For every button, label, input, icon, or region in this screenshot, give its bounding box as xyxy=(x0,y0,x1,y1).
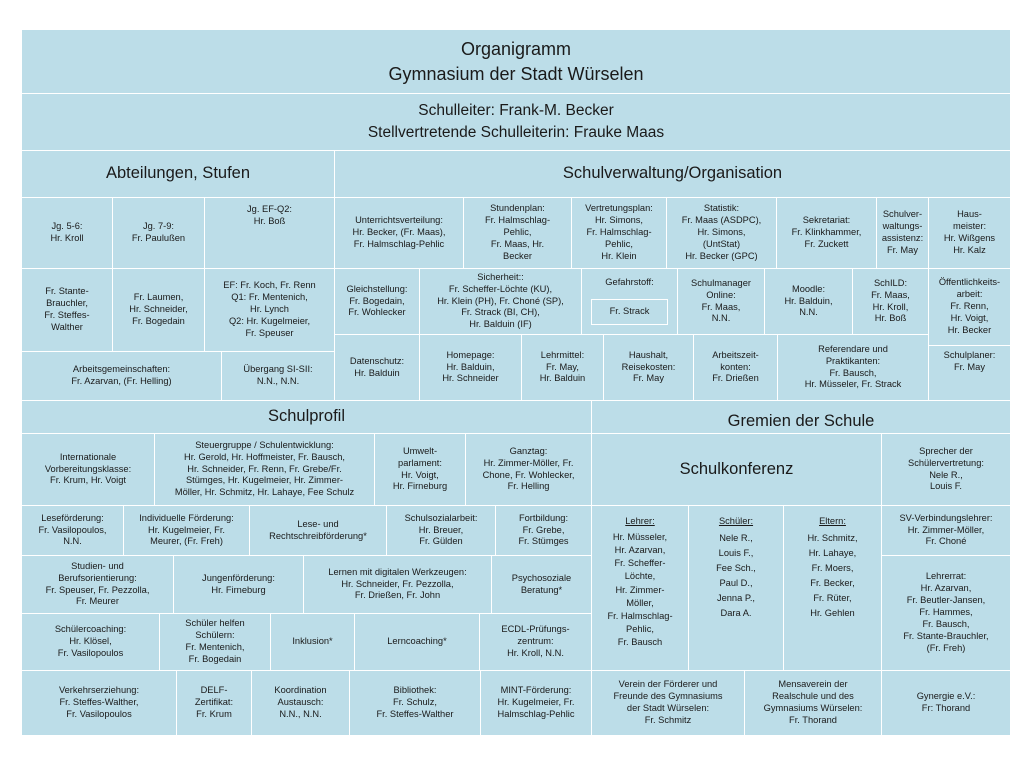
cell-text-line: Fr. Bausch, xyxy=(922,618,970,629)
cell-text-line: Hr. Balduin, xyxy=(784,295,833,306)
cell-text-line: Becker xyxy=(503,250,532,261)
jungenfoerderung xyxy=(174,556,304,614)
cell-text-line: Jenna P., xyxy=(716,593,756,604)
cell-text-line: Umwelt- xyxy=(402,445,438,456)
cell-text-line: parlament: xyxy=(398,457,442,468)
cell-text-line: Fr. Bogedain xyxy=(188,653,242,664)
cell-text-line: Referendare und xyxy=(818,343,888,354)
cell-text-line: Fee Sch., xyxy=(716,562,756,573)
oeffentlichkeitsarbeit xyxy=(929,269,1011,346)
cell-text-line: Hr. Schneider, Fr. Renn, Fr. Grebe/Fr. xyxy=(187,463,342,474)
cell-text-line: Praktikanten: xyxy=(825,355,881,366)
cell-text-line: Hr. Zimmer- xyxy=(615,584,665,595)
cell-text-line: Schülercoaching: xyxy=(54,624,127,635)
cell-text-line: Pehlic, xyxy=(626,624,654,635)
cell-text-line: Berufsorientierung: xyxy=(58,572,137,583)
cell-text-line: Fr. Schmitz xyxy=(644,714,692,725)
cell-text-line: Löchte, xyxy=(624,571,656,582)
cell-text-line: Koordination xyxy=(274,685,327,696)
cell-text-line: Hr. Azarvan, xyxy=(920,583,972,594)
cell-text-line: waltungs- xyxy=(882,221,923,232)
lehrer-list xyxy=(607,531,672,650)
cell-text-line: Fr. May, xyxy=(546,361,579,372)
cell-text-line: Hr. Kroll xyxy=(50,233,84,243)
cell-text-line: Fr. Paulußen xyxy=(131,233,186,243)
cell-text-line: Fr. Strack (BI, CH), xyxy=(461,307,540,318)
cell-text-line: Haus- xyxy=(957,209,982,220)
schulsozialarbeit xyxy=(387,506,496,556)
cell-text-line: Fr. Helling xyxy=(507,481,550,492)
cell-text-line: Hr. Becker, (Fr. Maas), xyxy=(352,227,446,238)
cell-text-line: Hr. Klein (PH), Fr. Choné (SP), xyxy=(437,295,564,306)
cell-text-line: Schulver- xyxy=(882,209,923,220)
cell-text-line: Vertretungsplan: xyxy=(585,203,653,214)
cell-text-line: Zertifikat: xyxy=(194,697,234,708)
cell-text-line: Hr. Lynch xyxy=(250,304,289,315)
lehrer-title: Lehrer: xyxy=(625,516,655,526)
cell-text-line: EF: Fr. Koch, Fr. Renn xyxy=(223,280,316,291)
cell-text-line: Brauchler, xyxy=(46,298,88,309)
cell-text-line: Hr. Boß xyxy=(874,313,907,324)
cell-text-line: Fr. Laumen, xyxy=(133,292,184,303)
cell-text-line: Fr. Azarvan, (Fr. Helling) xyxy=(71,376,172,386)
cell-text-line: Jungenförderung: xyxy=(202,572,275,583)
cell-text-line: Hr. Gehlen xyxy=(810,608,855,619)
cell-text-line: Ganztag: xyxy=(509,445,548,456)
cell-text-line: Fr. Moers, xyxy=(811,562,854,573)
cell-text-line: Statistik: xyxy=(703,203,740,214)
lehrerrat xyxy=(882,556,1011,671)
cell-text-line: Pehlic, xyxy=(503,227,532,238)
cell-text-line: Austausch: xyxy=(277,697,324,708)
cell-text-line: Mensaverein der xyxy=(778,679,848,690)
cell-text-line: (Fr. Freh) xyxy=(926,642,966,653)
cell-text-line: Online: xyxy=(706,289,736,300)
cell-text-line: Hr. Kalz xyxy=(953,244,986,255)
cell-text-line: Fr: Thorand xyxy=(921,703,971,713)
cell-text-line: Individuelle Förderung: xyxy=(139,512,234,523)
jg-ef-q2 xyxy=(205,198,335,269)
cell-text-line: DELF- xyxy=(200,685,228,696)
cell-text-line: Hr. Klösel, xyxy=(69,636,112,647)
cell-text-line: Fr. Stümges xyxy=(518,536,569,547)
cell-text-line: Hr. Kugelmeier, Fr. xyxy=(148,524,225,535)
cell-text-line: Nele R., xyxy=(929,469,963,480)
cell-text-line: Louis F., xyxy=(718,547,754,558)
jg-5-6 xyxy=(22,198,113,269)
cell-text-line: Hr. Lahaye, xyxy=(808,547,857,558)
cell-text-line: Hr. Firneburg xyxy=(211,584,266,595)
cell-text-line: Lese- und xyxy=(297,518,339,529)
cell-text-line: Sprecher der xyxy=(919,445,973,456)
uebergang-si-sii xyxy=(222,352,335,401)
cell-text-line: Fr. Krum xyxy=(196,708,232,719)
cell-text-line: Steuergruppe / Schulentwicklung: xyxy=(195,439,334,450)
cell-text-line: Realschule und des xyxy=(772,691,854,702)
cell-text-line: Fr. Renn, xyxy=(950,301,989,312)
cell-text-line: Jg. EF-Q2: xyxy=(247,204,292,214)
cell-text-line: Fr. May xyxy=(954,361,985,372)
sicherheit xyxy=(420,269,582,335)
schulprofil-header: Schulprofil xyxy=(22,401,592,434)
haushalt xyxy=(604,335,694,401)
cell-text-line: Hr. Gerold, Hr. Hoffmeister, Fr. Bausch, xyxy=(183,451,346,462)
cell-text-line: Fr. Maas, Hr. xyxy=(490,238,545,249)
cell-text-line: Vorbereitungsklasse: xyxy=(44,463,132,474)
cell-text-line: Fr. Halmschlag- xyxy=(607,611,673,622)
title-box xyxy=(22,30,1011,94)
cell-text-line: Fr. Scheffer-Löchte (KU), xyxy=(448,283,553,294)
hausmeister xyxy=(929,198,1011,269)
cell-text-line: Lernen mit digitalen Werkzeugen: xyxy=(328,566,467,577)
cell-text-line: SchILD: xyxy=(873,277,908,288)
cell-text-line: Fr. Wohlecker xyxy=(348,307,406,318)
cell-text-line: Hr. Firneburg xyxy=(392,481,448,492)
cell-text-line: N.N., N.N. xyxy=(279,708,322,719)
cell-text-line: Paul D., xyxy=(719,578,753,589)
cell-text-line: Fr. Steffes- xyxy=(44,310,90,320)
cell-text-line: Fr. Bogedain xyxy=(132,315,185,326)
cell-text-line: Hr. Zimmer-Möller, xyxy=(907,524,985,535)
umweltparlament xyxy=(375,434,466,506)
gremien-header: Gremien der Schule xyxy=(592,401,1011,434)
cell-text-line: Stümges, Hr. Kugelmeier, Hr. Zimmer- xyxy=(185,475,344,486)
cell-text-line: Lerncoaching* xyxy=(387,636,447,647)
cell-text-line: Fr. Thorand xyxy=(789,714,837,725)
foerderverein xyxy=(592,671,745,736)
org-chart xyxy=(22,30,1011,736)
schulkonferenz-schueler xyxy=(689,506,784,671)
cell-text-line: Jg. 7-9: xyxy=(142,221,174,232)
cell-text-line: N.N. xyxy=(711,313,731,324)
cell-text-line: Hr. Schneider, xyxy=(129,304,188,315)
lesefoerderung xyxy=(22,506,124,556)
cell-text-line: Fr. Grebe, xyxy=(522,524,565,535)
mint-foerderung xyxy=(481,671,592,736)
arbeitsgemeinschaften xyxy=(22,352,222,401)
ganztag xyxy=(466,434,592,506)
cell-text-line: zentrum: xyxy=(517,636,554,647)
cell-text-line: Lehrmittel: xyxy=(540,349,585,360)
mensaverein xyxy=(745,671,882,736)
cell-text-line: Fr. Stante-Brauchler, xyxy=(903,630,989,641)
schulkonferenz-eltern xyxy=(784,506,882,671)
cell-text-line: Hr. Voigt, xyxy=(401,469,439,480)
fortbildung xyxy=(496,506,592,556)
cell-text-line: Gymnasiums Würselen: xyxy=(763,703,863,713)
steuergruppe xyxy=(155,434,375,506)
ecdl-zentrum xyxy=(480,614,592,671)
cell-text-line: Fr. Gülden xyxy=(419,536,463,547)
cell-text-line: Hr. Breuer, xyxy=(418,524,464,535)
jg-7-9 xyxy=(113,198,205,269)
cell-text-line: Datenschutz: xyxy=(349,355,405,366)
cell-text-line: Leseförderung: xyxy=(41,512,104,523)
cell-text-line: Fr. Krum, Hr. Voigt xyxy=(50,475,126,486)
cell-text-line: Hr. Simons, xyxy=(697,227,746,238)
homepage xyxy=(420,335,522,401)
cell-text-line: der Stadt Würselen: xyxy=(626,703,710,713)
cell-text-line: Fr. Halmschlag-Pehlic xyxy=(353,238,445,249)
cell-text-line: Walther xyxy=(51,321,83,332)
cell-text-line: Schulmanager xyxy=(691,277,751,288)
stufe-7-9-team xyxy=(113,269,205,352)
cell-text-line: Haushalt, xyxy=(628,349,669,360)
cell-text-line: Hr. Kugelmeier, Fr. xyxy=(497,697,575,708)
sekretariat xyxy=(777,198,877,269)
cell-text-line: Fortbildung: xyxy=(518,512,569,523)
cell-text-line: Studien- und xyxy=(71,560,124,571)
cell-text-line: Schulsozialarbeit: xyxy=(404,512,478,523)
cell-text-line: Internationale xyxy=(59,451,117,462)
schueler-helfen-schuelern xyxy=(160,614,271,671)
cell-text-line: Verein der Förderer und xyxy=(618,679,718,690)
schulkonferenz-header: Schulkonferenz xyxy=(592,434,882,506)
cell-text-line: Hr. Balduin, xyxy=(446,361,495,372)
schulplaner xyxy=(929,346,1011,401)
org-title: Organigramm xyxy=(460,39,572,60)
cell-text-line: Sekretariat: xyxy=(802,215,851,226)
cell-text-line: Fr. Steffes-Walther xyxy=(376,708,454,719)
cell-text-line: meister: xyxy=(952,221,987,232)
cell-text-line: Fr. Maas, xyxy=(701,301,741,312)
cell-text-line: Fr. Stante- xyxy=(45,286,89,297)
cell-text-line: N.N., N.N. xyxy=(256,376,300,386)
cell-text-line: Homepage: xyxy=(446,349,495,360)
vertretungsplan xyxy=(572,198,667,269)
cell-text-line: Fr. May xyxy=(633,373,664,384)
cell-text-line: Hr. Voigt, xyxy=(950,312,989,323)
digitale-werkzeuge xyxy=(304,556,492,614)
gefahrstoff-name-box: Fr. Strack xyxy=(591,299,669,325)
cell-text-line: Schulplaner: xyxy=(943,350,996,360)
stellvertretung: Stellvertretende Schulleiterin: Frauke Maas xyxy=(367,124,665,141)
cell-text-line: Schülern: xyxy=(195,630,235,641)
cell-text-line: Hr. Schneider, Fr. Pezzolla, xyxy=(341,578,454,589)
schueler-title: Schüler: xyxy=(718,516,754,526)
cell-text-line: Inklusion* xyxy=(292,636,333,647)
cell-text-line: Hr. Balduin xyxy=(539,373,586,384)
cell-text-line: Fr. Drießen, Fr. John xyxy=(354,590,441,601)
gefahrstoff-title: Gefahrstoff: xyxy=(605,277,654,287)
koordination-austausch xyxy=(252,671,350,736)
cell-text-line: Meurer, (Fr. Freh) xyxy=(150,536,223,547)
gynergie xyxy=(882,671,1011,736)
delf-zertifikat xyxy=(177,671,252,736)
cell-text-line: Fr. Maas (ASDPC), xyxy=(681,215,762,226)
cell-text-line: Bibliothek: xyxy=(393,685,437,696)
gefahrstoff xyxy=(582,269,678,335)
cell-text-line: Arbeitsgemeinschaften: xyxy=(72,364,171,375)
cell-text-line: Fr. Speuser xyxy=(245,327,294,338)
cell-text-line: Halmschlag-Pehlic xyxy=(497,708,575,719)
cell-text-line: Q1: Fr. Mentenich, xyxy=(231,292,308,303)
cell-text-line: Fr. Halmschlag- xyxy=(484,215,551,226)
moodle xyxy=(765,269,853,335)
cell-text-line: Stundenplan: xyxy=(490,203,545,214)
stufe-5-6-team xyxy=(22,269,113,352)
cell-text-line: Hr. Balduin xyxy=(354,367,400,378)
cell-text-line: Hr. Kroll, N.N. xyxy=(507,647,564,658)
cell-text-line: ECDL-Prüfungs- xyxy=(501,624,570,635)
cell-text-line: Hr. Müsseler, xyxy=(612,531,668,542)
cell-text-line: Fr. Bausch xyxy=(617,637,663,648)
cell-text-line: Fr. Vasilopoulos xyxy=(57,647,124,658)
cell-text-line: Fr. Choné xyxy=(925,536,967,547)
abteilungen-header: Abteilungen, Stufen xyxy=(22,151,335,198)
gleichstellung xyxy=(335,269,420,335)
cell-text-line: Gynergie e.V.: xyxy=(916,691,976,702)
cell-text-line: Freunde des Gymnasiums xyxy=(613,691,723,702)
cell-text-line: Unterrichtsverteilung: xyxy=(355,215,443,226)
cell-text-line: Hr. Kroll, xyxy=(872,301,909,312)
oberstufe-team xyxy=(205,269,335,352)
eltern-title: Eltern: xyxy=(819,516,846,526)
cell-text-line: Hr. Schmitz, xyxy=(807,532,858,543)
cell-text-line: Fr. Becker, xyxy=(810,578,855,589)
cell-text-line: Fr. Hammes, xyxy=(919,607,973,618)
cell-text-line: Möller, Hr. Schmitz, Hr. Lahaye, Fee Schulz xyxy=(174,487,355,498)
berufsorientierung xyxy=(22,556,174,614)
cell-text-line: Fr. Drießen xyxy=(712,373,759,384)
vorbereitungsklasse xyxy=(22,434,155,506)
cell-text-line: Fr. Bogedain, xyxy=(349,295,405,306)
sv-sprecher xyxy=(882,434,1011,506)
bibliothek xyxy=(350,671,481,736)
cell-text-line: Fr. Mentenich, xyxy=(185,642,245,652)
verkehrserziehung xyxy=(22,671,177,736)
cell-text-line: Sicherheit:: xyxy=(477,271,524,282)
cell-text-line: Möller, xyxy=(626,597,654,608)
cell-text-line: Beratung* xyxy=(520,584,563,595)
cell-text-line: konten: xyxy=(720,361,751,372)
inklusion xyxy=(271,614,355,671)
cell-text-line: Nele R., xyxy=(719,532,753,543)
cell-text-line: Fr. Steffes-Walther, xyxy=(59,697,139,708)
cell-text-line: Fr. Speuser, Fr. Pezzolla, xyxy=(45,584,150,595)
psychosoziale-beratung xyxy=(492,556,592,614)
cell-text-line: arbeit: xyxy=(956,289,983,300)
cell-text-line: Fr. Schulz, xyxy=(393,697,437,708)
unterrichtsverteilung xyxy=(335,198,464,269)
cell-text-line: Pehlic, xyxy=(605,238,633,249)
cell-text-line: Hr. Azarvan, xyxy=(614,545,666,556)
cell-text-line: Louis F. xyxy=(929,481,963,492)
cell-text-line: Hr. Klein xyxy=(601,250,637,261)
cell-text-line: Fr. Zuckett xyxy=(804,238,849,249)
cell-text-line: SV-Verbindungslehrer: xyxy=(899,512,993,523)
cell-text-line: N.N. xyxy=(63,536,82,547)
arbeitszeitkonten xyxy=(694,335,778,401)
cell-text-line: Öffentlichkeits- xyxy=(938,277,1001,288)
schueler-list xyxy=(716,531,756,621)
verwaltungsassistenz xyxy=(877,198,929,269)
cell-text-line: Hr. Balduin (IF) xyxy=(469,319,532,330)
cell-text-line: Verkehrserziehung: xyxy=(58,685,140,696)
individuelle-foerderung xyxy=(124,506,250,556)
cell-text-line: Rechtschreibförderung* xyxy=(269,530,367,541)
cell-text-line: N.N. xyxy=(799,307,818,318)
cell-text-line: Schüler helfen xyxy=(185,618,245,629)
cell-text-line: Hr. Boß xyxy=(253,215,286,226)
cell-text-line: Q2: Hr. Kugelmeier, xyxy=(228,315,311,326)
cell-text-line: (UntStat) xyxy=(702,238,741,249)
cell-text-line: Gleichstellung: xyxy=(346,283,408,294)
lerncoaching xyxy=(355,614,480,671)
schild xyxy=(853,269,929,335)
cell-text-line: Chone, Fr. Wohlecker, xyxy=(482,469,575,480)
cell-text-line: Fr. May xyxy=(887,244,918,255)
schulleiter: Schulleiter: Frank-M. Becker xyxy=(418,101,614,119)
schulkonferenz-lehrer xyxy=(592,506,689,671)
sv-verbindungslehrer xyxy=(882,506,1011,556)
cell-text-line: Fr. Meurer xyxy=(76,596,119,607)
cell-text-line: Fr. Bausch, xyxy=(829,367,877,378)
cell-text-line: Fr. Beutler-Jansen, xyxy=(906,595,986,606)
cell-text-line: Hr. Schneider xyxy=(442,373,499,384)
cell-text-line: MINT-Förderung: xyxy=(500,685,572,696)
cell-text-line: assistenz: xyxy=(881,233,924,243)
cell-text-line: Hr. Zimmer-Möller, Fr. xyxy=(483,457,574,468)
stundenplan xyxy=(464,198,572,269)
cell-text-line: Hr. Becker xyxy=(947,324,992,335)
cell-text-line: Fr. Klinkhammer, xyxy=(791,227,862,238)
cell-text-line: Lehrerrat: xyxy=(925,571,967,582)
statistik xyxy=(667,198,777,269)
cell-text-line: Übergang SI-SII: xyxy=(243,364,313,375)
cell-text-line: Fr. Maas, xyxy=(871,289,910,300)
school-name: Gymnasium der Stadt Würselen xyxy=(388,63,644,84)
lehrmittel xyxy=(522,335,604,401)
schulmanager xyxy=(678,269,765,335)
rechtschreibfoerderung xyxy=(250,506,387,556)
cell-text-line: Hr. Wißgens xyxy=(943,233,996,243)
cell-text-line: Fr. Rüter, xyxy=(813,593,852,604)
cell-text-line: Reisekosten: xyxy=(621,361,676,372)
eltern-list xyxy=(807,531,857,621)
cell-text-line: Fr. Vasilopoulos, xyxy=(38,524,107,535)
cell-text-line: Fr. Scheffer- xyxy=(614,558,666,569)
cell-text-line: Fr. Halmschlag- xyxy=(586,227,652,238)
leitung-box xyxy=(22,94,1011,151)
cell-text-line: Jg. 5-6: xyxy=(51,221,83,232)
datenschutz xyxy=(335,335,420,401)
verwaltung-header: Schulverwaltung/Organisation xyxy=(335,151,1011,198)
cell-text-line: Hr. Müsseler, Fr. Strack xyxy=(804,379,902,390)
cell-text-line: Hr. Simons, xyxy=(594,215,644,226)
cell-text-line: Fr. Vasilopoulos xyxy=(66,708,132,719)
cell-text-line: Psychosoziale xyxy=(511,572,572,583)
cell-text-line: Moodle: xyxy=(791,283,826,294)
cell-text-line: Schülervertretung: xyxy=(908,457,984,468)
cell-text-line: Hr. Becker (GPC) xyxy=(685,250,758,261)
cell-text-line: Arbeitszeit- xyxy=(712,349,759,360)
schuelercoaching xyxy=(22,614,160,671)
cell-text-line: Dara A. xyxy=(720,608,752,619)
referendare xyxy=(778,335,929,401)
